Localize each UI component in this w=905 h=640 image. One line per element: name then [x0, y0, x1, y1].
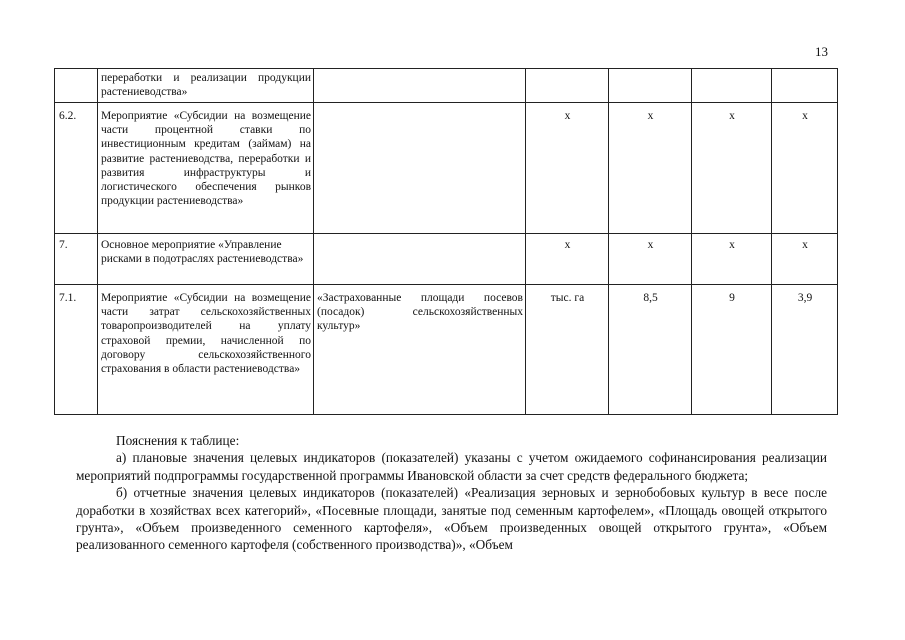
measure-cell: переработки и реализации продукции растениеводства»: [98, 69, 314, 103]
value-cell: 9: [692, 285, 772, 415]
measure-cell: Мероприятие «Субсидии на возмещение части затрат сельскохозяйственных товаропроизводителей на уплату страховой премии, начисленной по договору сельскохозяйственного страхования в области растениеводства»: [98, 285, 314, 415]
value-cell: 3,9: [772, 285, 838, 415]
unit-cell: [526, 69, 609, 103]
table-explanations: [76, 432, 827, 554]
unit-cell: тыс. га: [526, 285, 609, 415]
value-cell: [692, 69, 772, 103]
unit-cell: х: [526, 103, 609, 234]
row-number: 7.: [55, 234, 98, 285]
unit-cell: х: [526, 234, 609, 285]
measure-cell: Мероприятие «Субсидии на возмещение части процентной ставки по инвестиционным кредитам (займам) на развитие растениеводства, переработки и развития инфраструктуры и логистического обеспечения рынков продукции растениеводства»: [98, 103, 314, 234]
value-cell: х: [692, 234, 772, 285]
table-row: [55, 103, 838, 234]
value-cell: х: [772, 103, 838, 234]
page-number: 13: [815, 44, 828, 59]
indicator-cell: [314, 103, 526, 234]
row-number: 6.2.: [55, 103, 98, 234]
row-number: 7.1.: [55, 285, 98, 415]
value-cell: 8,5: [609, 285, 692, 415]
indicators-table: [54, 68, 838, 415]
measure-cell: Основное мероприятие «Управление рисками в подотраслях растениеводства»: [98, 234, 314, 285]
indicator-cell: [314, 69, 526, 103]
explanation-item-a: а) плановые значения целевых индикаторов (показателей) указаны с учетом ожидаемого софинансирования реализации мероприятий подпрограммы государственной программы Ивановской области за счет средств федерального бюджета;: [76, 450, 827, 483]
value-cell: х: [609, 234, 692, 285]
value-cell: х: [609, 103, 692, 234]
table-row: [55, 69, 838, 103]
value-cell: [609, 69, 692, 103]
value-cell: х: [692, 103, 772, 234]
explanation-item-b: б) отчетные значения целевых индикаторов (показателей) «Реализация зерновых и зернобобовых культур в весе после доработки в хозяйствах всех категорий», «Посевные площади, занятые под семенным картофелем», «Площадь овощей открытого грунта», «Объем произведенного семенного картофеля», «Объем произведенных овощей открытого грунта», «Объем реализованного семенного картофеля (собственного производства)», «Объем: [76, 485, 827, 553]
row-number: [55, 69, 98, 103]
explanations-heading: Пояснения к таблице:: [116, 433, 240, 448]
indicator-cell: «Застрахованные площади посевов (посадок) сельскохозяйственных культур»: [314, 285, 526, 415]
value-cell: [772, 69, 838, 103]
table-row: [55, 234, 838, 285]
indicator-cell: [314, 234, 526, 285]
table-row: [55, 285, 838, 415]
value-cell: х: [772, 234, 838, 285]
